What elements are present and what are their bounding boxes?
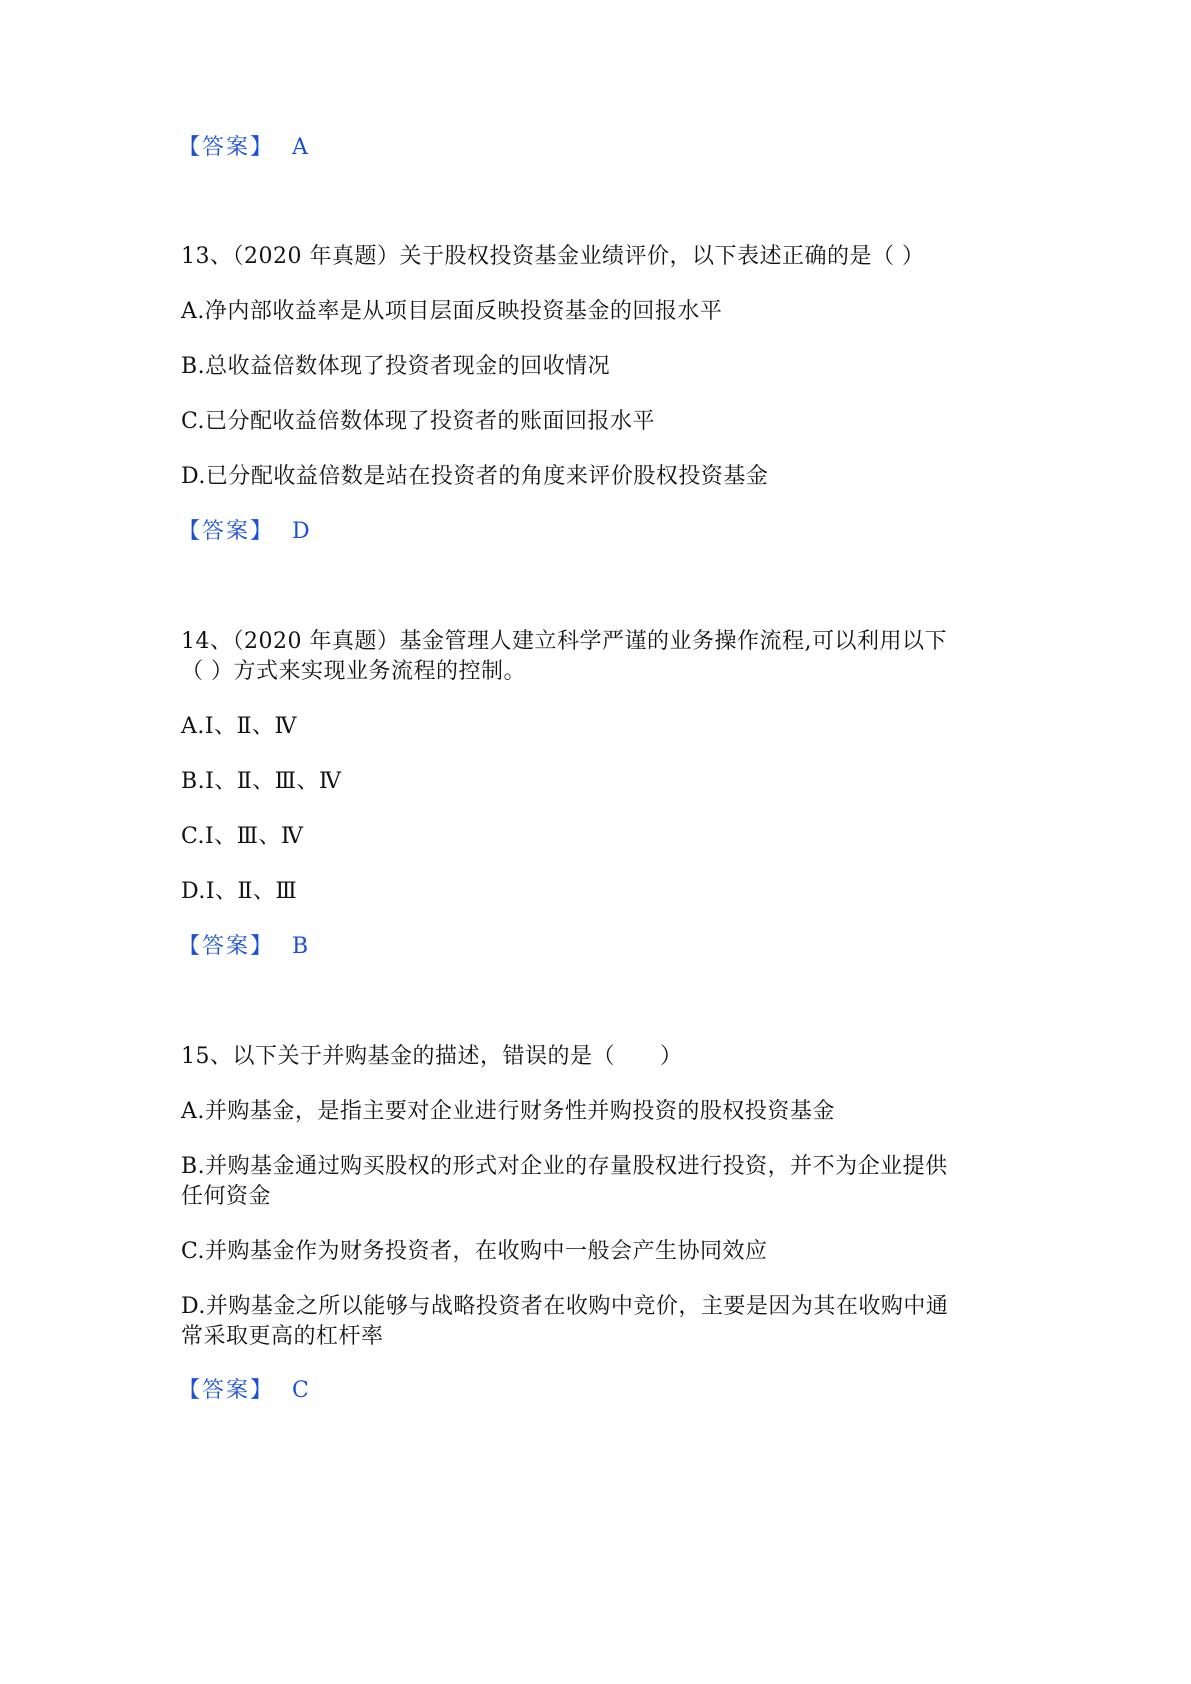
question-13-option-b: B.总收益倍数体现了投资者现金的回收情况 [181, 354, 611, 379]
answer-label: 【答案】 [178, 934, 275, 959]
question-14-option-c: C.Ⅰ、Ⅲ、Ⅳ [181, 824, 304, 849]
question-15-option-d-line-1: D.并购基金之所以能够与战略投资者在收购中竞价，主要是因为其在收购中通 [181, 1294, 949, 1319]
question-15-option-b-line-1: B.并购基金通过购买股权的形式对企业的存量股权进行投资，并不为企业提供 [181, 1154, 948, 1179]
answer-15 [178, 1375, 309, 1407]
question-15-option-d-line-2: 常采取更高的杠杆率 [181, 1324, 384, 1349]
answer-label: 【答案】 [178, 519, 275, 544]
question-15-option-a: A.并购基金，是指主要对企业进行财务性并购投资的股权投资基金 [181, 1099, 835, 1124]
answer-value: B [292, 934, 309, 959]
question-14-stem-line-1: 14、（2020 年真题）基金管理人建立科学严谨的业务操作流程,可以利用以下 [181, 629, 947, 654]
answer-12 [178, 132, 308, 164]
question-13-option-c: C.已分配收益倍数体现了投资者的账面回报水平 [181, 409, 656, 434]
question-13-stem: 13、（2020 年真题）关于股权投资基金业绩评价，以下表述正确的是（ ） [181, 244, 925, 269]
answer-value: D [292, 519, 310, 544]
question-15-option-b-line-2: 任何资金 [181, 1184, 272, 1209]
answer-label: 【答案】 [178, 1378, 275, 1403]
question-14-option-b: B.Ⅰ、Ⅱ、Ⅲ、Ⅳ [181, 769, 342, 794]
answer-13 [178, 516, 310, 548]
answer-value: A [292, 135, 308, 160]
question-14-stem-line-2: （ ）方式来实现业务流程的控制。 [181, 659, 526, 684]
answer-label: 【答案】 [178, 135, 275, 160]
question-14-option-a: A.Ⅰ、Ⅱ、Ⅳ [181, 714, 298, 739]
question-13-option-d: D.已分配收益倍数是站在投资者的角度来评价股权投资基金 [181, 464, 769, 489]
question-15-option-c: C.并购基金作为财务投资者，在收购中一般会产生协同效应 [181, 1239, 768, 1264]
answer-value: C [292, 1378, 309, 1403]
answer-14 [178, 931, 308, 963]
question-13-option-a: A.净内部收益率是从项目层面反映投资基金的回报水平 [181, 299, 723, 324]
question-14-option-d: D.Ⅰ、Ⅱ、Ⅲ [181, 879, 298, 904]
question-15-stem: 15、以下关于并购基金的描述，错误的是（ ） [181, 1044, 683, 1069]
